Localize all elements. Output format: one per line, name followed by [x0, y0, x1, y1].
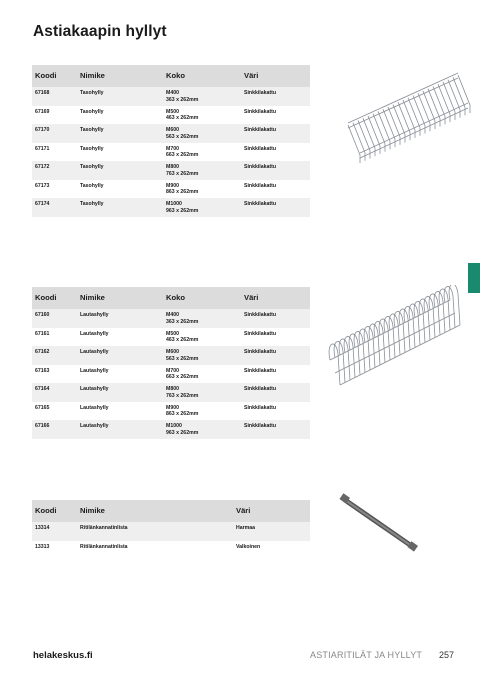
cell-color: Sinkkilakattu — [244, 367, 277, 374]
table-row — [32, 143, 310, 162]
table-row — [32, 106, 310, 125]
cell-dimensions: 863 x 262mm — [166, 189, 199, 195]
cell-dimensions: 463 x 262mm — [166, 337, 199, 343]
cell-name: Tasohylly — [80, 164, 104, 170]
table-row — [32, 522, 310, 541]
header-name: Nimike — [80, 71, 105, 80]
cell-name: Tasohylly — [80, 201, 104, 207]
cell-code: 67161 — [35, 330, 50, 337]
cell-size: M1000 — [166, 423, 182, 429]
cell-code: 67172 — [35, 164, 50, 170]
table-header — [32, 500, 310, 522]
table-row — [32, 124, 310, 143]
cell-size: M400 — [166, 90, 179, 96]
table-header — [32, 287, 310, 309]
cell-code: 67168 — [35, 90, 50, 96]
page-title: Astiakaapin hyllyt — [33, 23, 167, 40]
header-color: Väri — [244, 293, 259, 302]
cell-name: Lautashylly — [80, 423, 109, 429]
cell-name: Lautashylly — [80, 330, 109, 337]
cell-code: 67166 — [35, 423, 50, 429]
table-row — [32, 402, 310, 421]
footer-section: ASTIARITILÄT JA HYLLYT — [310, 650, 423, 660]
cell-color: Sinkkilakattu — [244, 349, 277, 355]
cell-size: M900 — [166, 404, 179, 411]
header-size: Koko — [166, 293, 185, 302]
cell-dimensions: 363 x 262mm — [166, 318, 199, 325]
cell-code: 67170 — [35, 127, 50, 133]
cell-dimensions: 763 x 262mm — [166, 170, 199, 177]
cell-code: 67164 — [35, 386, 50, 392]
header-code: Koodi — [35, 71, 57, 80]
table-row — [32, 309, 310, 328]
cell-size: M700 — [166, 145, 179, 152]
cell-color: Sinkkilakattu — [244, 127, 277, 133]
cell-name: Lautashylly — [80, 386, 109, 392]
table-row — [32, 383, 310, 402]
cell-color: Sinkkilakattu — [244, 404, 277, 411]
cell-size: M900 — [166, 182, 179, 189]
cell-dimensions: 663 x 262mm — [166, 152, 199, 158]
cell-size: M800 — [166, 386, 179, 392]
header-code: Koodi — [35, 506, 57, 515]
cell-size: M500 — [166, 108, 179, 115]
header-size: Koko — [166, 71, 185, 80]
table-body — [32, 87, 310, 217]
cell-code: 67160 — [35, 312, 50, 318]
cell-code: 67162 — [35, 349, 50, 355]
table-row — [32, 365, 310, 384]
cell-color: Harmaa — [236, 525, 256, 531]
cell-color: Sinkkilakattu — [244, 164, 277, 170]
support-rail-table — [32, 500, 310, 559]
cell-dimensions: 363 x 262mm — [166, 96, 199, 103]
table-row — [32, 541, 310, 560]
cell-size: M800 — [166, 164, 179, 170]
table-header — [32, 65, 310, 87]
plate-rack-table — [32, 287, 310, 439]
table-row — [32, 161, 310, 180]
cell-size: M700 — [166, 367, 179, 374]
cell-color: Sinkkilakattu — [244, 423, 277, 429]
cell-name: Tasohylly — [80, 90, 104, 96]
cell-dimensions: 463 x 262mm — [166, 115, 199, 121]
cell-name: Lautashylly — [80, 349, 109, 355]
cell-dimensions: 963 x 262mm — [166, 429, 199, 436]
header-name: Nimike — [80, 293, 105, 302]
cell-color: Sinkkilakattu — [244, 182, 277, 189]
table-row — [32, 328, 310, 347]
cell-size: M600 — [166, 127, 179, 133]
cell-dimensions: 963 x 262mm — [166, 207, 199, 214]
cell-color: Sinkkilakattu — [244, 386, 277, 392]
page-number: 257 — [439, 650, 455, 660]
cell-name: Tasohylly — [80, 182, 104, 189]
support-rail-image — [335, 492, 425, 557]
cell-dimensions: 563 x 262mm — [166, 133, 199, 140]
cell-code: 67173 — [35, 182, 50, 189]
cell-name: Lautashylly — [80, 367, 109, 374]
cell-code: 67163 — [35, 367, 50, 374]
cell-color: Valkoinen — [236, 543, 261, 550]
cell-code: 67174 — [35, 201, 50, 207]
cell-name: Lautashylly — [80, 312, 109, 318]
cell-dimensions: 763 x 262mm — [166, 392, 199, 399]
table-row — [32, 180, 310, 199]
shelf-table — [32, 65, 310, 217]
cell-name: Tasohylly — [80, 127, 104, 133]
cell-code: 13313 — [35, 543, 50, 550]
table-row — [32, 198, 310, 217]
table-row — [32, 346, 310, 365]
cell-color: Sinkkilakattu — [244, 201, 277, 207]
cell-dimensions: 663 x 262mm — [166, 374, 199, 380]
header-code: Koodi — [35, 293, 57, 302]
header-color: Väri — [236, 506, 251, 515]
cell-code: 13314 — [35, 525, 50, 531]
chapter-tab — [468, 263, 480, 293]
footer-brand: helakeskus.fi — [33, 650, 93, 661]
cell-dimensions: 863 x 262mm — [166, 411, 199, 417]
table-body — [32, 522, 310, 559]
cell-color: Sinkkilakattu — [244, 108, 277, 115]
cell-name: Ritilänkannatinlista — [80, 543, 128, 550]
cell-size: M500 — [166, 330, 179, 337]
cell-size: M1000 — [166, 201, 182, 207]
table-row — [32, 420, 310, 439]
cell-code: 67169 — [35, 108, 50, 115]
cell-name: Tasohylly — [80, 145, 104, 152]
cell-code: 67171 — [35, 145, 50, 152]
table-row — [32, 87, 310, 106]
plate-rack-image — [325, 285, 465, 410]
cell-name: Ritilänkannatinlista — [80, 525, 128, 531]
cell-color: Sinkkilakattu — [244, 312, 277, 318]
wire-shelf-image — [340, 68, 472, 178]
header-color: Väri — [244, 71, 259, 80]
cell-size: M400 — [166, 312, 179, 318]
cell-name: Tasohylly — [80, 108, 104, 115]
cell-color: Sinkkilakattu — [244, 330, 277, 337]
cell-size: M600 — [166, 349, 179, 355]
cell-name: Lautashylly — [80, 404, 109, 411]
cell-color: Sinkkilakattu — [244, 90, 277, 96]
cell-code: 67165 — [35, 404, 50, 411]
cell-dimensions: 563 x 262mm — [166, 355, 199, 362]
header-name: Nimike — [80, 506, 105, 515]
cell-color: Sinkkilakattu — [244, 145, 277, 152]
table-body — [32, 309, 310, 439]
